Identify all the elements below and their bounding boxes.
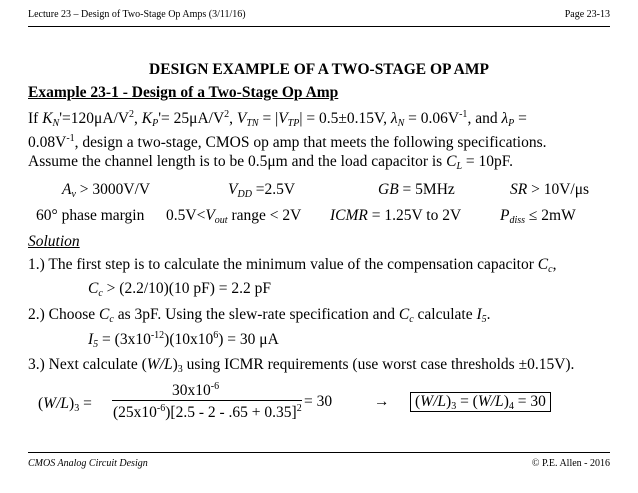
result-box <box>410 392 551 412</box>
wl-symbol: W/L <box>43 395 70 412</box>
example-heading: Example 23-1 - Design of a Two-Stage Op Amp <box>28 84 339 101</box>
sr-symbol: SR <box>510 181 528 198</box>
wl-subscript: 3 <box>177 364 183 375</box>
cc-result: > (2.2/10)(10 pF) = 2.2 pF <box>102 280 271 297</box>
lambda-p-symbol: λ <box>501 110 509 127</box>
kn-symbol: K <box>42 110 53 127</box>
problem-text: If <box>28 110 43 127</box>
kp-exponent: 2 <box>224 109 230 120</box>
separator: , <box>134 110 142 127</box>
fraction-bar <box>112 400 302 401</box>
sr-value: > 10V/μs <box>527 181 590 198</box>
i5-exponent: -12 <box>150 330 165 341</box>
spec-av <box>62 181 150 199</box>
paren: ) <box>446 393 452 410</box>
step-1-sentence: 1.) The first step is to calculate the minimum value of the compensation capacitor <box>28 256 538 273</box>
wl-subscript: 3 <box>451 401 457 412</box>
i5-subscript: 5 <box>93 339 99 350</box>
wl-symbol: W/L <box>146 356 173 373</box>
i5-symbol: I <box>476 306 482 323</box>
wl3-denominator <box>113 404 302 422</box>
kp-subscript: P <box>152 118 159 129</box>
spec-gb <box>378 181 455 199</box>
wl3-lhs <box>38 395 92 413</box>
i5-symbol: I <box>88 331 94 348</box>
i5-exponent: 6 <box>213 330 219 341</box>
gb-symbol: GB <box>378 181 399 198</box>
header-right: Page 23-13 <box>564 9 610 20</box>
vdd-value: =2.5V <box>251 181 296 198</box>
gb-value: = 5MHz <box>398 181 455 198</box>
problem-conjunction: , and <box>467 110 502 127</box>
solution-heading: Solution <box>28 233 80 250</box>
step-2-sentence: calculate <box>413 306 477 323</box>
wl3-result: = 30 <box>304 393 333 410</box>
i5-result: ) = 30 μA <box>218 331 279 348</box>
spec-vdd <box>228 181 295 199</box>
problem-text: Assume the channel length is to be 0.5μm and the load capacitor is <box>28 153 447 170</box>
vdd-subscript: DD <box>237 189 252 200</box>
step-2-sentence: as 3pF. Using the slew-rate specification and <box>113 306 399 323</box>
vout-upper: range < 2V <box>227 207 302 224</box>
wl-subscript: 3 <box>74 403 80 414</box>
separator: , <box>229 110 237 127</box>
spec-vout-range <box>166 207 301 225</box>
paren: ( <box>415 393 421 410</box>
lambda-p-value: 0.08V <box>28 134 67 151</box>
equals-sign: = <box>79 395 92 412</box>
step-2-text <box>28 306 491 324</box>
step-3-text: 3.) Next calculate $(W/L)_3$ using ICMR requirements (use worst case thresholds ±0.15V). <box>28 356 575 375</box>
arrow-icon: → <box>374 393 390 410</box>
paren: ( <box>38 395 44 412</box>
denominator-exponent: 2 <box>296 403 302 414</box>
paren: ) <box>503 393 509 410</box>
cc-subscript: c <box>409 314 414 325</box>
i5-equation-part: )(10x10 <box>164 331 214 348</box>
lambda-p-equals: = <box>514 110 527 127</box>
lambda-n-value: = 0.06V <box>404 110 460 127</box>
problem-line-3 <box>28 153 513 171</box>
cc-symbol: C <box>537 256 549 273</box>
av-symbol: A <box>62 181 72 198</box>
cl-value: = 10pF. <box>462 153 513 170</box>
spec-icmr <box>330 207 461 225</box>
vout-lower: 0.5V< <box>166 207 206 224</box>
vt-equals: = | <box>258 110 279 127</box>
pdiss-subscript: diss <box>509 215 526 226</box>
vout-subscript: out <box>214 215 228 226</box>
vtp-subscript: TP <box>287 118 300 129</box>
pdiss-value: ≤ 2mW <box>525 207 576 224</box>
equals-sign: = ( <box>456 393 478 410</box>
kp-value: '= 25μA/V <box>158 110 225 127</box>
step-2-equation <box>88 331 279 349</box>
kn-subscript: N <box>52 118 60 129</box>
wl-subscript: 4 <box>508 401 514 412</box>
av-subscript: v <box>71 189 76 200</box>
lambda-p-subscript: P <box>508 118 515 129</box>
step-3-sentence: 3.) Next calculate ( <box>28 356 147 373</box>
denominator-part: (25x10 <box>113 404 157 421</box>
lambda-n-symbol: λ <box>390 110 398 127</box>
step-1-punctuation: , <box>552 256 557 273</box>
vt-value: | = 0.5±0.15V, <box>299 110 391 127</box>
wl-symbol: W/L <box>420 393 447 410</box>
header-left: Lecture 23 – Design of Two-Stage Op Amps (3/11/16) <box>28 9 246 20</box>
problem-text: , design a two-stage, CMOS op amp that meets the following specifications. <box>74 134 547 151</box>
cc-subscript: c <box>109 314 114 325</box>
lambda-n-subscript: N <box>397 118 405 129</box>
cl-subscript: L <box>456 161 462 172</box>
numerator-exponent: -6 <box>210 381 220 392</box>
problem-line-2 <box>28 134 546 152</box>
denominator-exponent: -6 <box>156 403 166 414</box>
spec-phase-margin: 60° phase margin <box>36 207 145 224</box>
icmr-value: = 1.25V to 2V <box>367 207 462 224</box>
denominator-part: )[2.5 - 2 - .65 + 0.35] <box>165 404 297 421</box>
step-1-text <box>28 256 556 274</box>
footer-left: CMOS Analog Circuit Design <box>28 458 148 469</box>
vtn-subscript: TN <box>246 118 259 129</box>
spec-pdiss <box>500 207 576 225</box>
kn-exponent: 2 <box>129 109 135 120</box>
i5-subscript: 5 <box>481 314 487 325</box>
cc-subscript: c <box>98 288 103 299</box>
vtn-symbol: V <box>236 110 247 127</box>
step-2-sentence: 2.) Choose <box>28 306 100 323</box>
vtp-symbol: V <box>278 110 288 127</box>
footer-right: © P.E. Allen - 2016 <box>531 458 610 469</box>
icmr-symbol: ICMR <box>330 207 368 224</box>
kp-symbol: K <box>141 110 153 127</box>
vout-symbol: V <box>205 207 215 224</box>
header-rule <box>28 26 610 27</box>
wl3-numerator <box>172 382 219 400</box>
pdiss-symbol: P <box>500 207 510 224</box>
cc-symbol: C <box>99 306 110 323</box>
lambda-p-exponent: -1 <box>66 133 75 144</box>
i5-equation-part: = (3x10 <box>98 331 151 348</box>
page-title: DESIGN EXAMPLE OF A TWO-STAGE OP AMP <box>149 61 489 78</box>
cc-subscript: c <box>548 264 553 275</box>
step-3-sentence: using ICMR requirements (use worst case thresholds ±0.15V). <box>182 356 575 373</box>
cc-symbol: C <box>88 280 99 297</box>
step-2-punctuation: . <box>486 306 491 323</box>
step-1-equation <box>88 280 271 298</box>
numerator-value: 30x10 <box>172 382 211 399</box>
cc-symbol: C <box>398 306 410 323</box>
cl-symbol: C <box>446 153 457 170</box>
vdd-symbol: V <box>228 181 238 198</box>
paren: ) <box>69 395 75 412</box>
kn-value: '=120μA/V <box>59 110 130 127</box>
footer-rule <box>28 452 610 453</box>
wl-symbol: W/L <box>477 393 504 410</box>
spec-sr <box>510 181 589 199</box>
lambda-n-exponent: -1 <box>459 109 468 120</box>
av-value: > 3000V/V <box>75 181 151 198</box>
result-value: = 30 <box>513 393 546 410</box>
problem-line-1 <box>28 110 527 128</box>
